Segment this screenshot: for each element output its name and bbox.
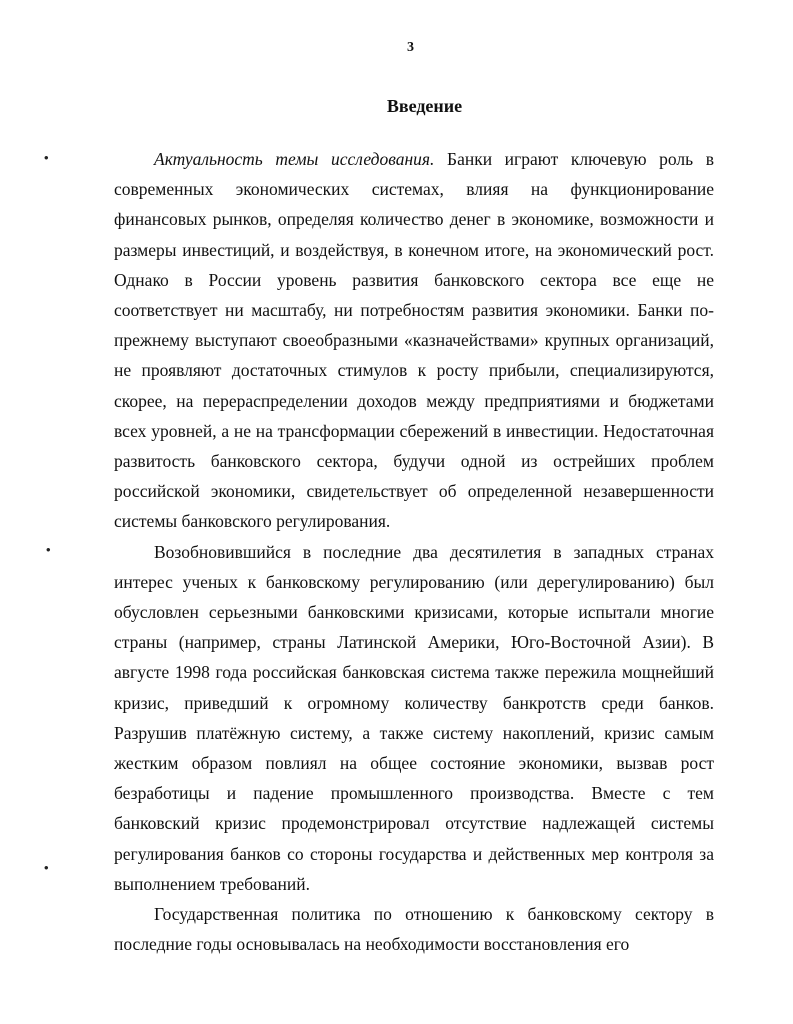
paragraph-policy bbox=[114, 899, 714, 959]
paragraph-crisis bbox=[114, 537, 714, 899]
margin-mark: • bbox=[44, 150, 49, 165]
paragraph-text: Возобновившийся в последние два десятилетия в западных странах интерес ученых к банковскому регулированию (или дерегулированию) был обусловлен серьезными банковскими кризисами, которые испытали многие страны (например, страны Латинской Америки, Юго-Восточной Азии). В августе 1998 года российская банковская система также пережила мощнейший кризис, приведший к огромному количеству банкротств среди банков. Разрушив платёжную систему, а также систему накоплений, кризис самым жестким образом повлиял на общее состояние экономики, вызвав рост безработицы и падение промышленного производства. Вместе с тем банковский кризис продемонстрировал отсутствие надлежащей системы регулирования банков со стороны государства и действенных мер контроля за выполнением требований. bbox=[114, 541, 714, 894]
paragraph-text: Банки играют ключевую роль в современных экономических системах, влияя на функционирование финансовых рынков, определяя количество денег в экономике, возможности и размеры инвестиций, и воздействуя, в конечном итоге, на экономический рост. Однако в России уровень развития банковского сектора все еще не соответствует ни масштабу, ни потребностям развития экономики. Банки по-прежнему выступают своеобразными «казначействами» крупных организаций, не проявляют достаточных стимулов к росту прибыли, специализируются, скорее, на перераспределении доходов между предприятиями и бюджетами всех уровней, а не на трансформации сбережений в инвестиции. Недостаточная развитость банковского сектора, будучи одной из острейших проблем российской экономики, свидетельствует об определенной незавершенности системы банковского регулирования. bbox=[114, 149, 715, 532]
page-number: 3 bbox=[407, 40, 414, 55]
paragraph-text: Государственная политика по отношению к банковскому сектору в последние годы основывалась на необходимости восстановления его bbox=[114, 904, 714, 955]
margin-mark: • bbox=[46, 542, 51, 557]
margin-mark: • bbox=[44, 860, 49, 875]
paragraph-relevance bbox=[114, 144, 714, 537]
section-title: Введение bbox=[386, 96, 463, 116]
paragraph-lead-italic: Актуальность темы исследования. bbox=[154, 149, 435, 169]
body-text bbox=[114, 144, 714, 959]
